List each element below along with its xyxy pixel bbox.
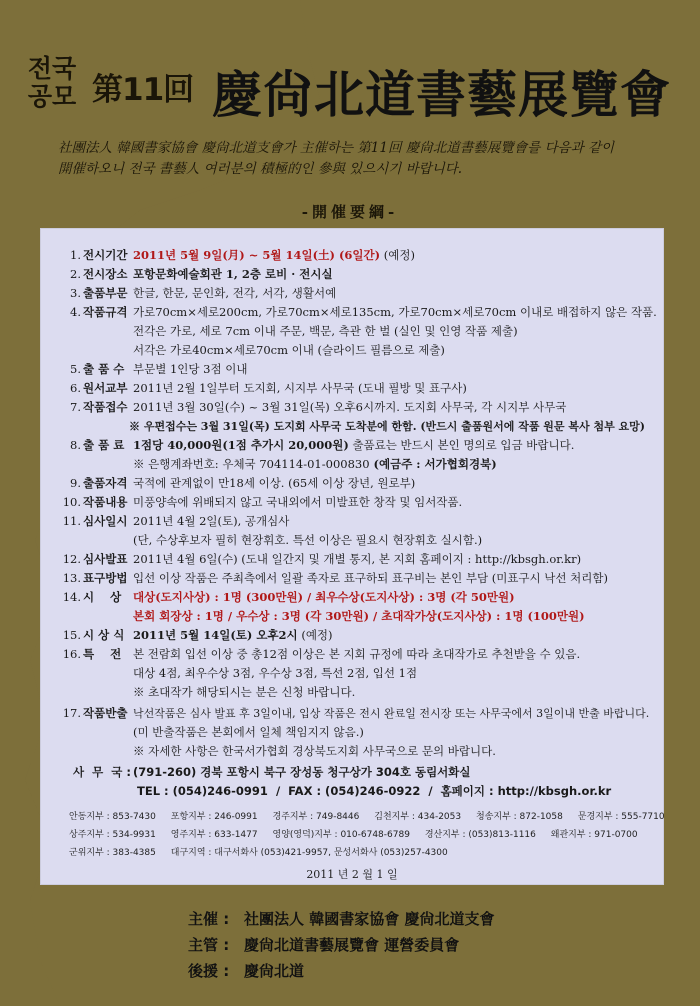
item-label: 작품반출	[83, 706, 128, 720]
item-value: 부문별 1인당 3점 이내	[133, 362, 248, 376]
item-label: 출 품 수	[83, 362, 125, 376]
item-value: 2011년 4월 6일(수) (도내 일간지 및 개별 통지, 본 지회 홈페이지 : http://kbsgh.or.kr)	[133, 552, 582, 566]
item-value-line3: ※ 초대작가 해당되시는 분은 신청 바랍니다.	[133, 685, 356, 699]
item-value: 미풍양속에 위배되지 않고 국내외에서 미발표한 창작 및 임서작품.	[133, 495, 463, 509]
branch-contact: 경주지부 : 749-8446	[272, 812, 360, 822]
entry-fee-note: 출품료는 반드시 본인 명의로 입금 바랍니다.	[348, 438, 575, 452]
item-value-line2: (단, 수상후보자 필히 현장휘호. 특선 이상은 필요시 현장휘호 실시함.)	[133, 533, 483, 547]
page-title: 慶尙北道書藝展覽會	[212, 65, 671, 124]
item-label: 심사일시	[83, 514, 128, 528]
section-title: -開催要綱-	[301, 203, 399, 221]
tag-line1: 전국	[27, 54, 77, 83]
item-number: 11.	[62, 514, 81, 528]
mail-note: ※ 우편접수는 3월 31일(목) 도지회 사무국 도착분에 한함. (반드시 출품원서에 작품 원문 복사 첨부 요망)	[129, 420, 646, 433]
item-value-line2: 전각은 가로, 세로 7cm 이내 주문, 백문, 측관 한 벌 (실인 및 인영 작품 제출)	[133, 324, 518, 338]
branch-list-row1	[69, 811, 677, 823]
item-label: 출품자격	[83, 476, 128, 490]
sponsor-value: 慶尙北道	[244, 962, 305, 980]
item-label: 전시장소	[83, 267, 128, 281]
footer-host	[188, 908, 494, 929]
branch-contact: 대구지역 : 대구서화사 (053)421-9957, 문성서화사 (053)257-4300	[170, 848, 448, 858]
branch-contact: 상주지부 : 534-9931	[69, 830, 156, 840]
item-number: 13.	[62, 571, 81, 585]
branch-contact: 청송지부 : 872-1058	[476, 812, 563, 822]
item-label: 특 전	[83, 647, 122, 661]
entry-fee: 1점당 40,000원(1점 추가시 20,000원)	[133, 438, 349, 452]
outline-panel	[40, 228, 664, 885]
bank-account	[133, 456, 497, 473]
office-label: 사 무 국 :	[73, 765, 131, 779]
item-value: 포항문화예술회관 1, 2층 로비 · 전시실	[133, 267, 333, 281]
item-label: 출품부문	[83, 286, 128, 300]
branch-contact: 포항지부 : 246-0991	[170, 812, 258, 822]
item-number: 14.	[62, 590, 81, 604]
footer-organizer	[188, 934, 459, 955]
account-holder: (예금주 : 서가협회경북)	[369, 457, 497, 471]
item-number: 8.	[70, 438, 81, 452]
item-label: 원서교부	[83, 381, 128, 395]
item-value-line2: 대상 4점, 최우수상 3점, 우수상 3점, 특선 2점, 입선 1점	[133, 666, 418, 680]
branch-contact: 안동지부 : 853-7430	[69, 812, 156, 822]
item-suffix: (예정)	[380, 248, 415, 262]
item-number: 3.	[70, 286, 81, 300]
tag-line2: 공모	[27, 82, 77, 111]
item-number: 4.	[70, 305, 81, 319]
host-key: 主催 :	[188, 910, 230, 928]
item-value: 낙선작품은 심사 발표 후 3일이내, 입상 작품은 전시 완료일 전시장 또는 사무국에서 3일이내 반출 바랍니다.	[133, 707, 650, 720]
awards-line2: 본회 회장상 : 1명 / 우수상 : 3명 (각 30만원) / 초대작가상(도지사상) : 1명 (100만원)	[133, 609, 585, 623]
intro-text	[58, 138, 658, 180]
item-value: 2011년 4월 2일(토), 공개심사	[133, 514, 290, 528]
intro-line2: 開催하오니 전국 書藝人 여러분의 積極的인 參與 있으시기 바랍니다.	[58, 161, 463, 177]
sponsor-key: 後援 :	[188, 962, 230, 980]
item-value: 입선 이상 작품은 주최측에서 일괄 족자로 표구하되 표구비는 본인 부담 (미표구시 낙선 처리함)	[133, 571, 608, 585]
branch-contact: 문경지부 : 555-7710	[577, 812, 665, 822]
item-number: 16.	[62, 647, 81, 661]
intro-line1: 社團法人 韓國書家協會 慶尙北道支會가 主催하는 第11回 慶尙北道書藝展覽會를 다음과 같이	[58, 140, 615, 156]
office-address: (791-260) 경북 포항시 북구 장성동 청구상가 304호 동림서화실	[133, 765, 471, 779]
branch-list-row3	[69, 847, 460, 859]
item-value: 한글, 한문, 문인화, 전각, 서각, 생활서예	[133, 286, 337, 300]
item-label: 작품규격	[83, 305, 128, 319]
item-label: 작품내용	[83, 495, 128, 509]
edition-number: 第11回	[92, 72, 194, 108]
item-value	[133, 437, 574, 454]
item-suffix: (예정)	[297, 628, 333, 642]
item-value	[133, 247, 415, 264]
footer-sponsor	[188, 960, 304, 981]
item-label: 전시기간	[83, 248, 128, 262]
branch-contact: 영양(영덕)지부 : 010-6748-6789	[272, 830, 410, 840]
item-number: 7.	[70, 400, 81, 414]
item-label: 출 품 료	[83, 438, 125, 452]
office-phones: TEL : (054)246-0991 / FAX : (054)246-0922 / 홈페이지 : http://kbsgh.or.kr	[137, 784, 612, 798]
item-label: 심사발표	[83, 552, 128, 566]
item-value: 국적에 관계없이 만18세 이상. (65세 이상 장년, 원로부)	[133, 476, 416, 490]
item-label: 작품접수	[83, 400, 128, 414]
item-value-line3: 서각은 가로40cm×세로70cm 이내 (슬라이드 필름으로 제출)	[133, 343, 445, 357]
branch-contact: 김천지부 : 434-2053	[374, 812, 462, 822]
item-number: 6.	[70, 381, 81, 395]
organizer-key: 主管 :	[188, 936, 230, 954]
bank-account-number: ※ 은행계좌번호: 우체국 704114-01-000830	[133, 457, 370, 471]
notice-date: 2011 년 2 월 1 일	[306, 868, 398, 881]
item-value: 2011년 2월 1일부터 도지회, 시지부 사무국 (도내 필방 및 표구사)	[133, 381, 467, 395]
branch-contact: 영주지부 : 633-1477	[170, 830, 258, 840]
item-value	[133, 627, 333, 644]
item-number: 17.	[62, 706, 81, 720]
branch-contact: 경산지부 : (053)813-1116	[424, 830, 536, 840]
branch-contact: 왜관지부 : 971-0700	[550, 830, 638, 840]
item-number: 5.	[70, 362, 81, 376]
item-number: 12.	[62, 552, 81, 566]
item-number: 10.	[62, 495, 81, 509]
item-number: 1.	[70, 248, 81, 262]
item-number: 9.	[70, 476, 81, 490]
item-value: 본 전람회 입선 이상 중 총12점 이상은 본 지회 규정에 따라 초대작가로 추천받을 수 있음.	[133, 647, 581, 661]
item-label: 시 상	[83, 590, 122, 604]
item-value-line3: ※ 자세한 사항은 한국서가협회 경상북도지회 사무국으로 문의 바랍니다.	[133, 744, 496, 758]
nationwide-contest-tag	[22, 55, 82, 111]
item-number: 2.	[70, 267, 81, 281]
awards-line1: 대상(도지사상) : 1명 (300만원) / 최우수상(도지사상) : 3명 (각 50만원)	[133, 590, 515, 604]
branch-contact: 군위지부 : 383-4385	[69, 848, 156, 858]
branch-list-row2	[69, 829, 650, 841]
organizer-value: 慶尙北道書藝展覽會 運營委員會	[244, 936, 460, 954]
ceremony-date: 2011년 5월 14일(토) 오후2시	[133, 628, 298, 642]
exhibition-period: 2011년 5월 9일(月) ~ 5월 14일(土) (6일간)	[133, 248, 381, 262]
item-label: 표구방법	[83, 571, 128, 585]
item-value: 가로70cm×세로200cm, 가로70cm×세로135cm, 가로70cm×세로70cm 이내로 배접하지 않은 작품.	[133, 305, 657, 319]
item-value-line2: (미 반출작품은 본회에서 일체 책임지지 않음.)	[133, 725, 364, 739]
item-number: 15.	[62, 628, 81, 642]
item-label: 시 상 식	[83, 628, 125, 642]
item-value: 2011년 3월 30일(수) ~ 3월 31일(목) 오후6시까지. 도지회 사무국, 각 시지부 사무국	[133, 400, 567, 414]
host-value: 社團法人 韓國書家協會 慶尙北道支會	[244, 910, 495, 928]
